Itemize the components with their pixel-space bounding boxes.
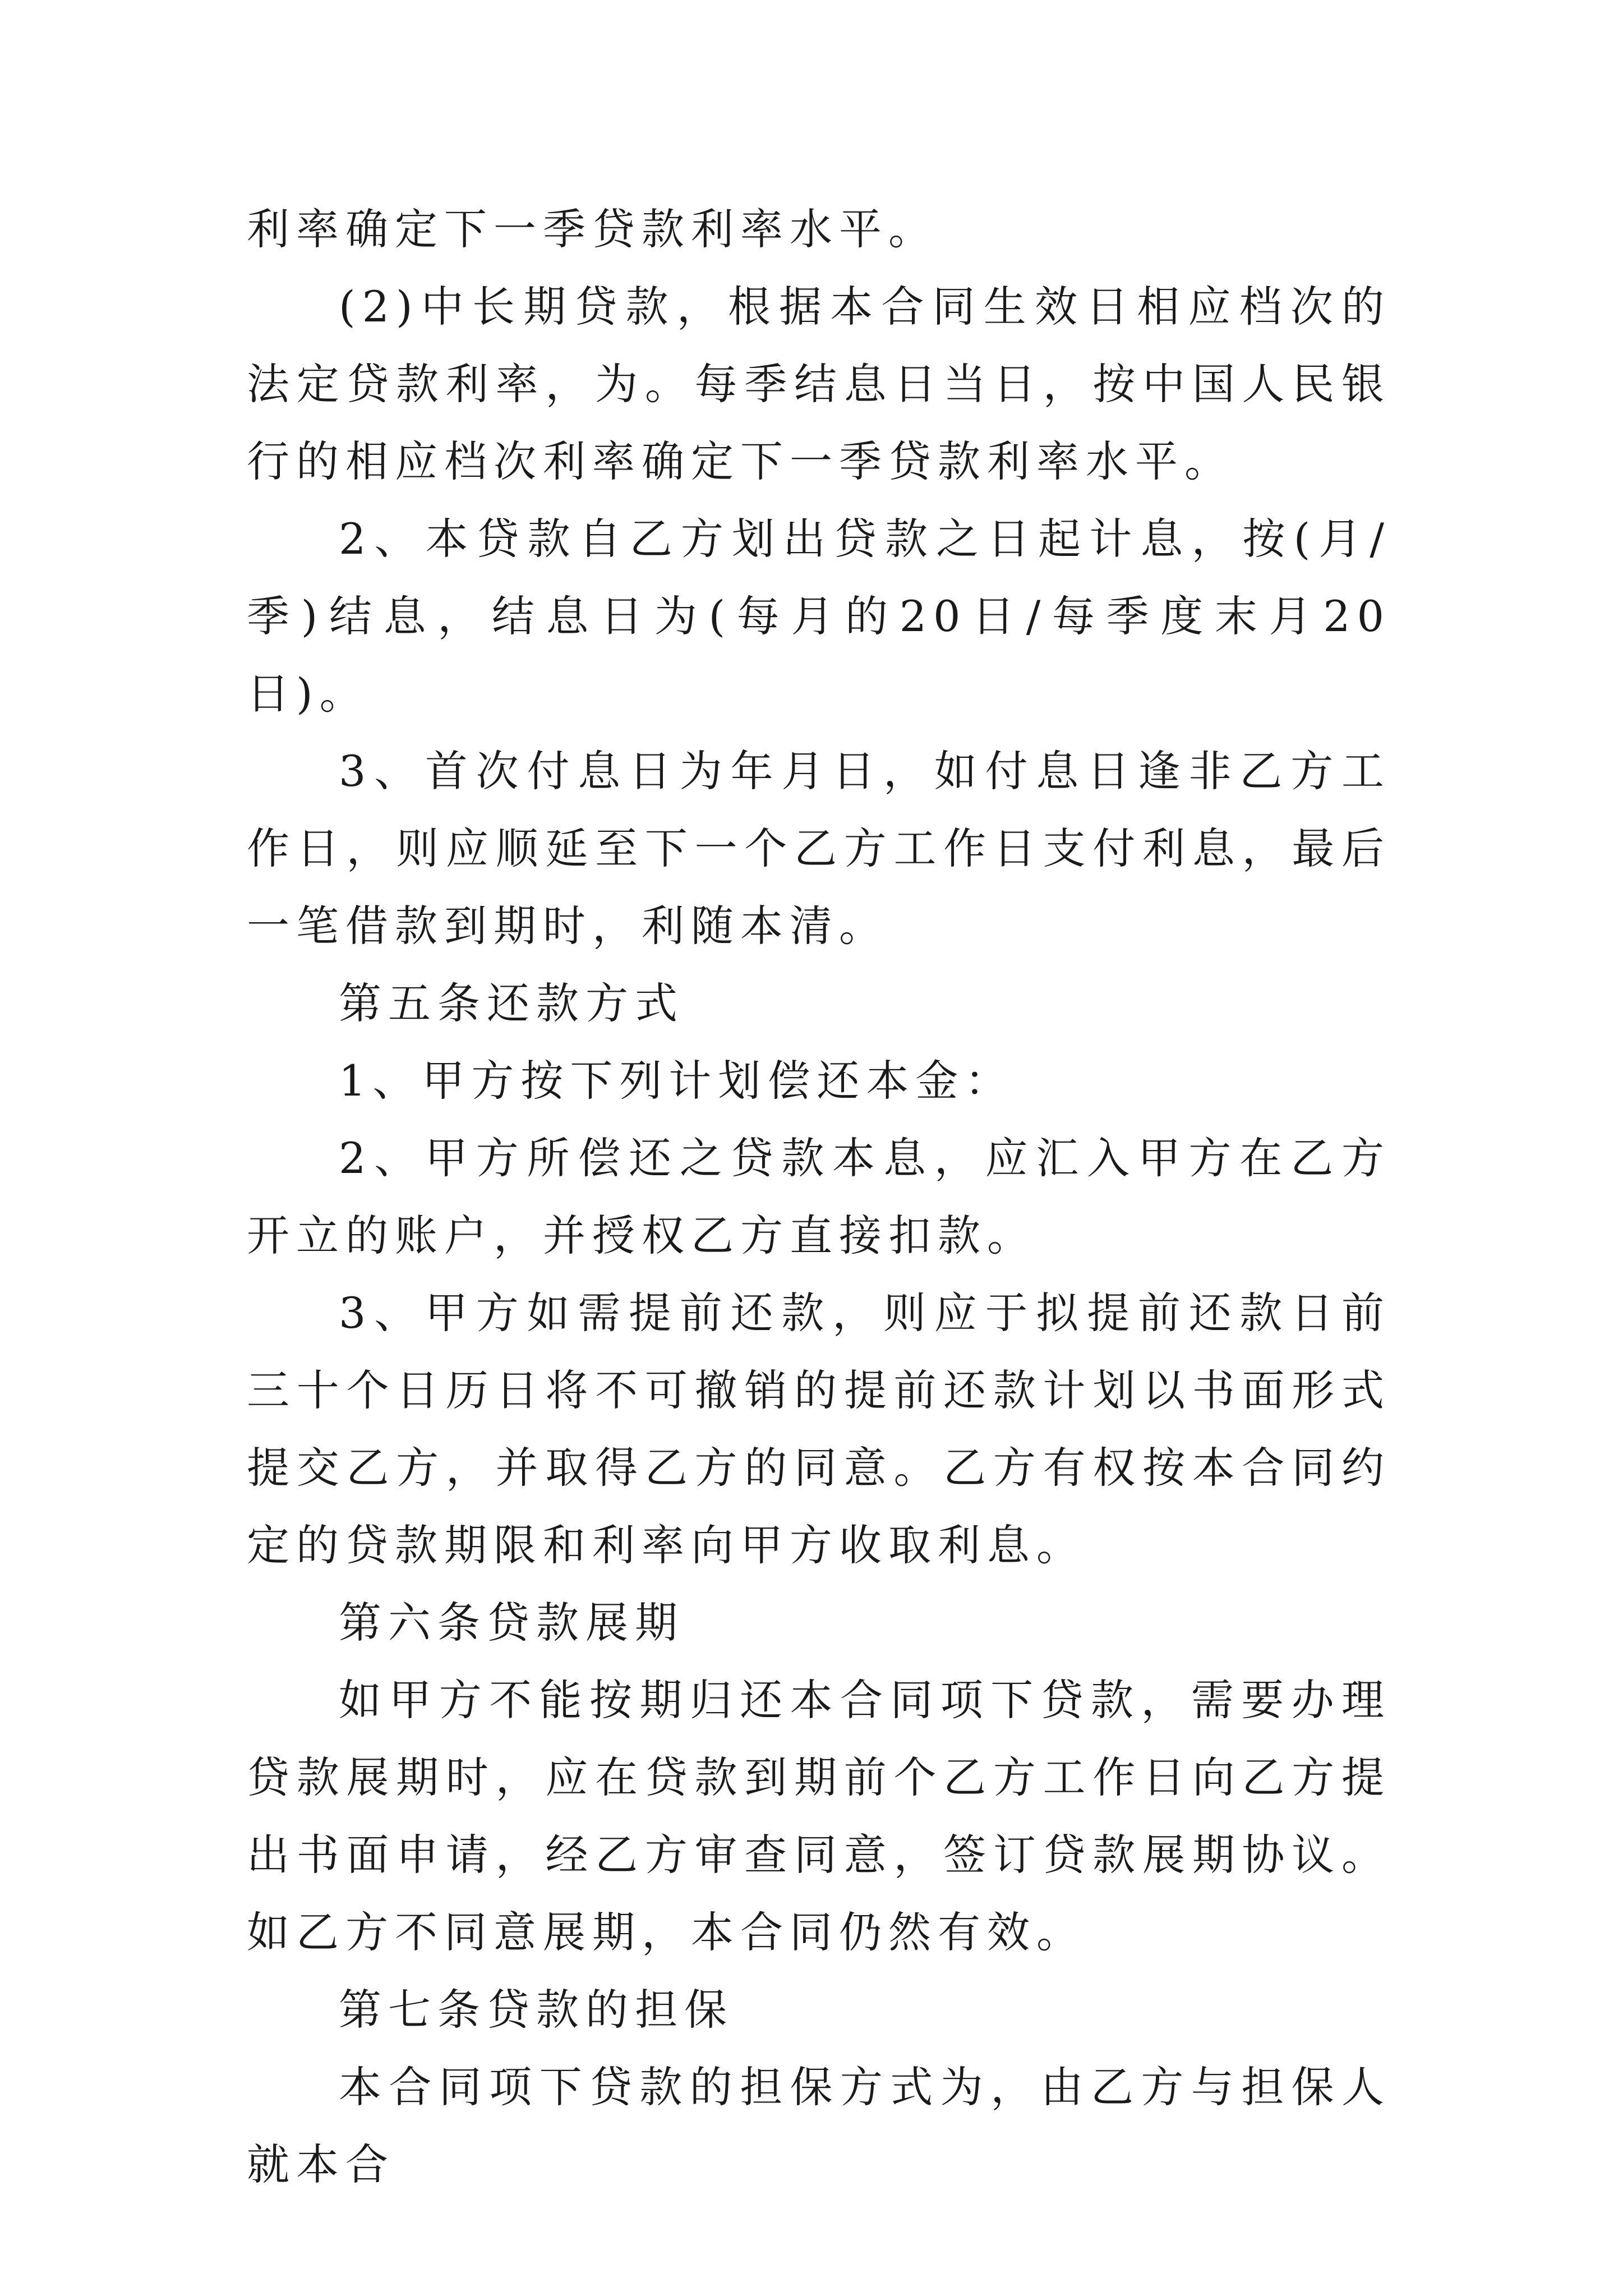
paragraph-first-payment-date: 3、首次付息日为年月日，如付息日逢非乙方工作日，则应顺延至下一个乙方工作日支付利息，最后一笔借款到期时，利随本清。 — [247, 746, 1391, 951]
paragraph-long-term-loan: (2)中长期贷款，根据本合同生效日相应档次的法定贷款利率，为。每季结息日当日，按中国人民银行的相应档次利率确定下一季贷款利率水平。 — [247, 282, 1391, 486]
heading-article-7: 第七条贷款的担保 — [339, 1985, 734, 2035]
paragraph-repayment-account: 2、甲方所偿还之贷款本息，应汇入甲方在乙方开立的账户，并授权乙方直接扣款。 — [247, 1133, 1391, 1260]
paragraph-interest-calculation: 2、本贷款自乙方划出贷款之日起计息，按(月/季)结息，结息日为(每月的20日/每季度末月20日)。 — [247, 514, 1391, 719]
paragraph-rate-continuation: 利率确定下一季贷款利率水平。 — [247, 204, 938, 254]
document-body — [247, 191, 1391, 2203]
heading-article-5: 第五条还款方式 — [339, 978, 684, 1028]
paragraph-repayment-plan: 1、甲方按下列计划偿还本金： — [339, 1056, 1015, 1106]
paragraph-loan-guarantee: 本合同项下贷款的担保方式为，由乙方与担保人就本合 — [247, 2062, 1391, 2189]
heading-article-6: 第六条贷款展期 — [339, 1598, 684, 1648]
paragraph-early-repayment: 3、甲方如需提前还款，则应于拟提前还款日前三十个日历日将不可撤销的提前还款计划以书面形式提交乙方，并取得乙方的同意。乙方有权按本合同约定的贷款期限和利率向甲方收取利息。 — [247, 1288, 1391, 1570]
paragraph-loan-extension: 如甲方不能按期归还本合同项下贷款，需要办理贷款展期时，应在贷款到期前个乙方工作日向乙方提出书面申请，经乙方审查同意，签订贷款展期协议。如乙方不同意展期，本合同仍然有效。 — [247, 1675, 1391, 1957]
